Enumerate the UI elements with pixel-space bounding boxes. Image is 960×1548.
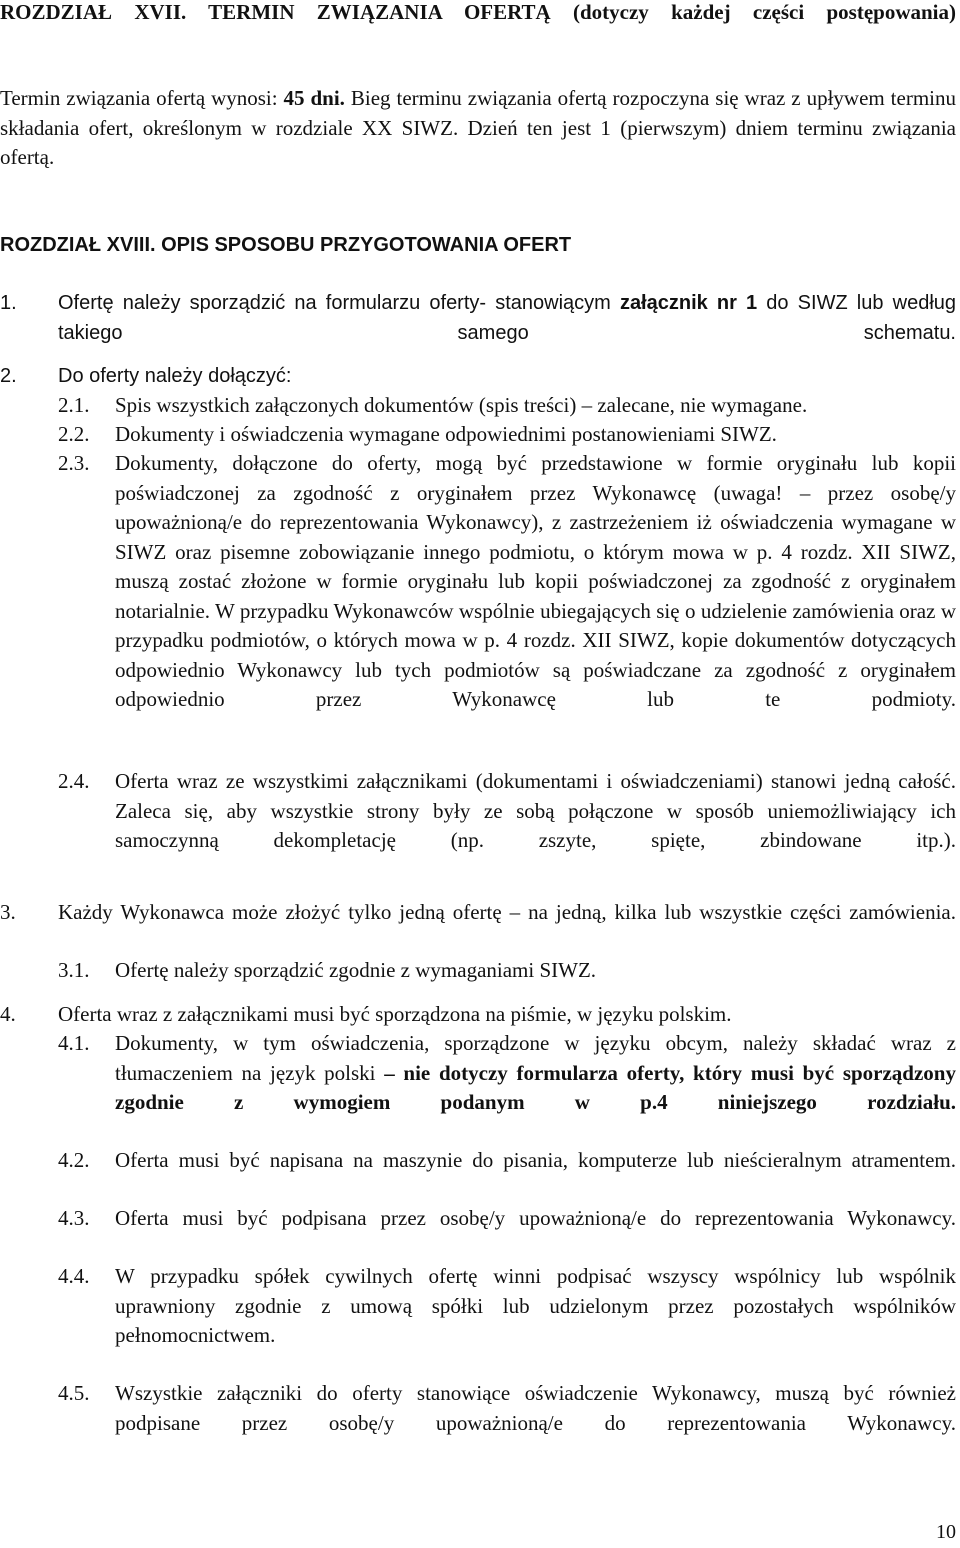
item-1-text-bold: załącznik nr 1: [619, 292, 758, 314]
item-3-1-number: 3.1.: [58, 958, 90, 982]
item-2-4: [58, 767, 956, 885]
item-3-1: [58, 956, 956, 986]
item-2: [0, 362, 956, 392]
chapter-17-heading: ROZDZIAŁ XVII. TERMIN ZWIĄZANIA OFERTĄ (dotyczy każdej części postępowania): [0, 0, 956, 24]
chapter-18-heading: ROZDZIAŁ XVIII. OPIS SPOSOBU PRZYGOTOWANIA OFERT: [0, 234, 572, 256]
chapter-17-paragraph: [0, 84, 956, 202]
item-4-1: [58, 1029, 956, 1147]
page-number: 10: [936, 1521, 956, 1543]
item-2-number: 2.: [0, 365, 17, 387]
item-2-1-text: Spis wszystkich załączonych dokumentów (spis treści) – zalecane, nie wymagane.: [115, 393, 808, 417]
item-2-1: [58, 391, 956, 421]
item-4-number: 4.: [0, 1002, 16, 1026]
item-3-1-text: Ofertę należy sporządzić zgodnie z wymaganiami SIWZ.: [115, 958, 597, 982]
chapter-17-text-bold: 45 dni.: [283, 86, 345, 110]
item-1-text-b: do SIWZ lub według takiego samego schematu.: [58, 292, 957, 344]
item-4-2: [58, 1146, 956, 1205]
item-4-4-number: 4.4.: [58, 1264, 90, 1288]
item-2-4-text: Oferta wraz ze wszystkimi załącznikami (dokumentami i oświadczeniami) stanowi jedną całość. Zaleca się, aby wszystkie strony były ze sobą połączone w sposób uniemożliwiający ich samoczynną dekompletację (np. zszyte, spięte, zbindowane itp.).: [115, 769, 956, 852]
item-4-5-number: 4.5.: [58, 1381, 90, 1405]
item-2-4-number: 2.4.: [58, 769, 90, 793]
item-2-2-number: 2.2.: [58, 422, 90, 446]
item-2-text: Do oferty należy dołączyć:: [58, 365, 292, 387]
item-4-1-text-a: Dokumenty, w tym oświadczenia, sporządzone w języku obcym, należy składać wraz z tłumaczeniem na język polski: [115, 1031, 956, 1085]
item-2-3-number: 2.3.: [58, 451, 90, 475]
item-1-text-a: Ofertę należy sporządzić na formularzu oferty- stanowiącym: [58, 292, 620, 314]
item-4: [0, 1000, 956, 1030]
item-3-text: Każdy Wykonawca może złożyć tylko jedną ofertę – na jedną, kilka lub wszystkie części zamówienia.: [58, 900, 956, 924]
item-2-3: [58, 449, 956, 744]
item-1-number: 1.: [0, 292, 17, 314]
item-4-4: [58, 1262, 956, 1380]
item-3-number: 3.: [0, 900, 16, 924]
item-4-5: [58, 1379, 956, 1468]
item-2-2: [58, 420, 956, 450]
item-4-3-number: 4.3.: [58, 1206, 90, 1230]
item-4-2-number: 4.2.: [58, 1148, 90, 1172]
item-3: [0, 898, 956, 957]
item-4-5-text: Wszystkie załączniki do oferty stanowiące oświadczenie Wykonawcy, muszą być również podpisane przez osobę/y upoważnioną/e do reprezentowania Wykonawcy.: [115, 1381, 956, 1435]
item-4-3: [58, 1204, 956, 1263]
item-4-text: Oferta wraz z załącznikami musi być sporządzona na piśmie, w języku polskim.: [58, 1002, 732, 1026]
item-4-3-text: Oferta musi być podpisana przez osobę/y upoważnioną/e do reprezentowania Wykonawcy.: [115, 1206, 956, 1230]
item-2-3-text: Dokumenty, dołączone do oferty, mogą być przedstawione w formie oryginału lub kopii poświadczonej za zgodność z oryginałem przez Wykonawcę (uwaga! – przez osobę/y upoważnioną/e do reprezentowania Wykonawcy), z zastrzeżeniem iż oświadczenia wymagane w SIWZ oraz pisemne zobowiązanie innego podmiotu, o którym mowa w p. 4 rozdz. XII SIWZ, muszą zostać złożone w formie oryginału lub kopii poświadczonej za zgodność z oryginałem notarialnie. W przypadku Wykonawców wspólnie ubiegających się o udzielenie zamówienia oraz w przypadku podmiotów, o których mowa w p. 4 rozdz. XII SIWZ, kopie dokumentów dotyczących odpowiednio Wykonawcy lub tych podmiotów są poświadczane za zgodność z oryginałem odpowiednio przez Wykonawcę lub te podmioty.: [115, 451, 956, 711]
chapter-17-text-a: Termin związania ofertą wynosi:: [0, 86, 284, 110]
item-4-2-text: Oferta musi być napisana na maszynie do pisania, komputerze lub nieścieralnym atramentem.: [115, 1148, 956, 1172]
item-4-1-number: 4.1.: [58, 1031, 90, 1055]
chapter-17-text-b: Bieg terminu związania ofertą rozpoczyna się wraz z upływem terminu składania ofert, określonym w rozdziale XX SIWZ. Dzień ten jest 1 (pierwszym) dniem terminu związania ofertą.: [0, 86, 956, 169]
item-4-1-text-bold: – nie dotyczy formularza oferty, który musi być sporządzony zgodnie z wymogiem podanym w p.4 niniejszego rozdziału.: [115, 1060, 956, 1114]
item-2-2-text: Dokumenty i oświadczenia wymagane odpowiednimi postanowieniami SIWZ.: [115, 422, 777, 446]
item-2-1-number: 2.1.: [58, 393, 90, 417]
item-4-4-text: W przypadku spółek cywilnych ofertę winni podpisać wszyscy wspólnicy lub wspólnik uprawniony zgodnie z umową spółki lub udzielonym przez pozostałych wspólników pełnomocnictwem.: [115, 1264, 956, 1347]
